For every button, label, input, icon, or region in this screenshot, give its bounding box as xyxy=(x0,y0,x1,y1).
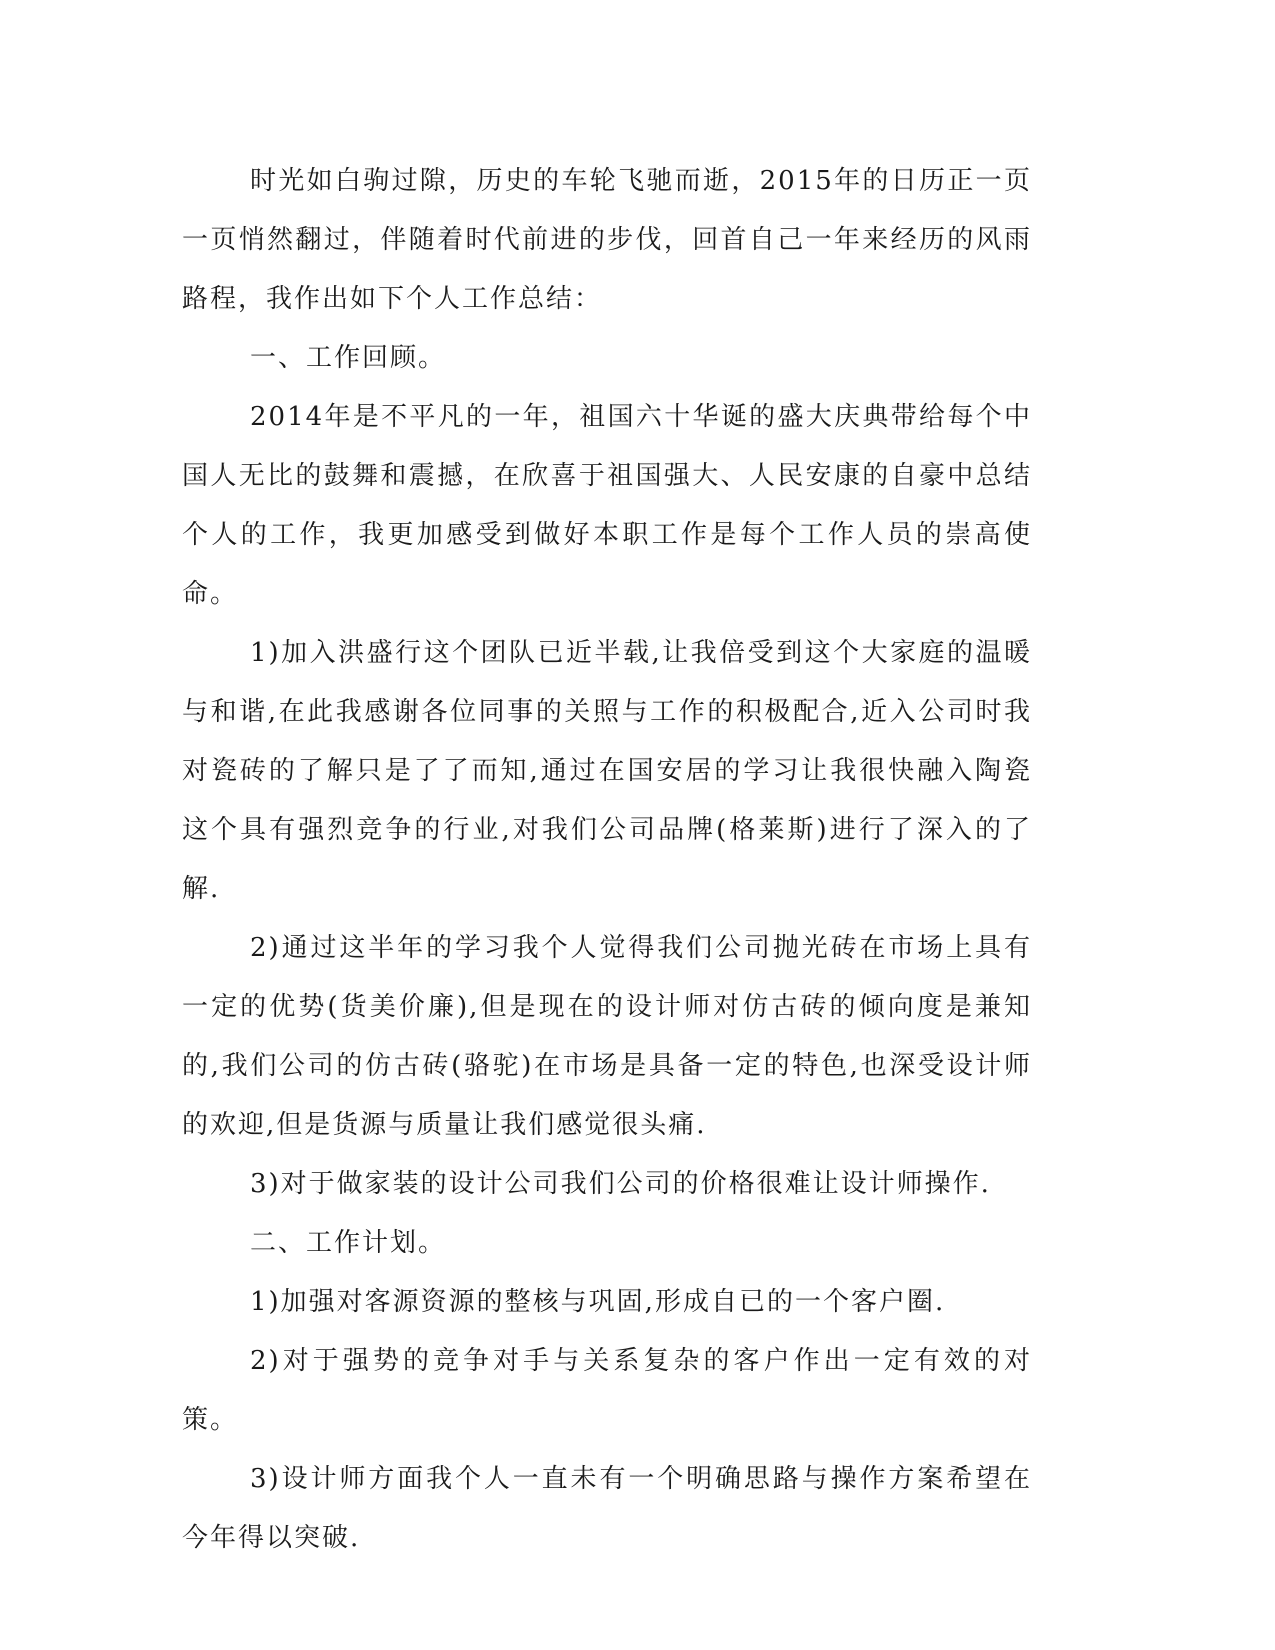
paragraph-review-item-2: 2)通过这半年的学习我个人觉得我们公司抛光砖在市场上具有一定的优势(货美价廉),但是现在的设计师对仿古砖的倾向度是兼知的,我们公司的仿古砖(骆驼)在市场是具备一定的特色,也深受设计师的欢迎,但是货源与质量让我们感觉很头痛. xyxy=(182,933,1032,1140)
paragraph-plan-item-1: 1)加强对客源资源的整核与巩固,形成自已的一个客户圈. xyxy=(250,1287,946,1317)
paragraph-review-item-1: 1)加入洪盛行这个团队已近半载,让我倍受到这个大家庭的温暖与和谐,在此我感谢各位同事的关照与工作的积极配合,近入公司时我对瓷砖的了解只是了了而知,通过在国安居的学习让我很快融入陶瓷这个具有强烈竞争的行业,对我们公司品牌(格莱斯)进行了深入的了解. xyxy=(182,638,1032,904)
paragraph-intro: 时光如白驹过隙，历史的车轮飞驰而逝，2015年的日历正一页一页悄然翻过，伴随着时代前进的步伐，回首自己一年来经历的风雨路程，我作出如下个人工作总结： xyxy=(182,166,1032,314)
heading-work-review: 一、工作回顾。 xyxy=(250,343,447,373)
paragraph-plan-item-2: 2)对于强势的竞争对手与关系复杂的客户作出一定有效的对策。 xyxy=(182,1346,1032,1435)
paragraph-review-item-3: 3)对于做家装的设计公司我们公司的价格很难让设计师操作. xyxy=(250,1169,991,1199)
heading-work-plan: 二、工作计划。 xyxy=(250,1228,447,1258)
paragraph-plan-item-3: 3)设计师方面我个人一直未有一个明确思路与操作方案希望在今年得以突破. xyxy=(182,1464,1032,1553)
document-body xyxy=(182,152,1032,1568)
paragraph-2014-summary: 2014年是不平凡的一年，祖国六十华诞的盛大庆典带给每个中国人无比的鼓舞和震撼，在欣喜于祖国强大、人民安康的自豪中总结个人的工作，我更加感受到做好本职工作是每个工作人员的崇高使命。 xyxy=(182,402,1032,609)
